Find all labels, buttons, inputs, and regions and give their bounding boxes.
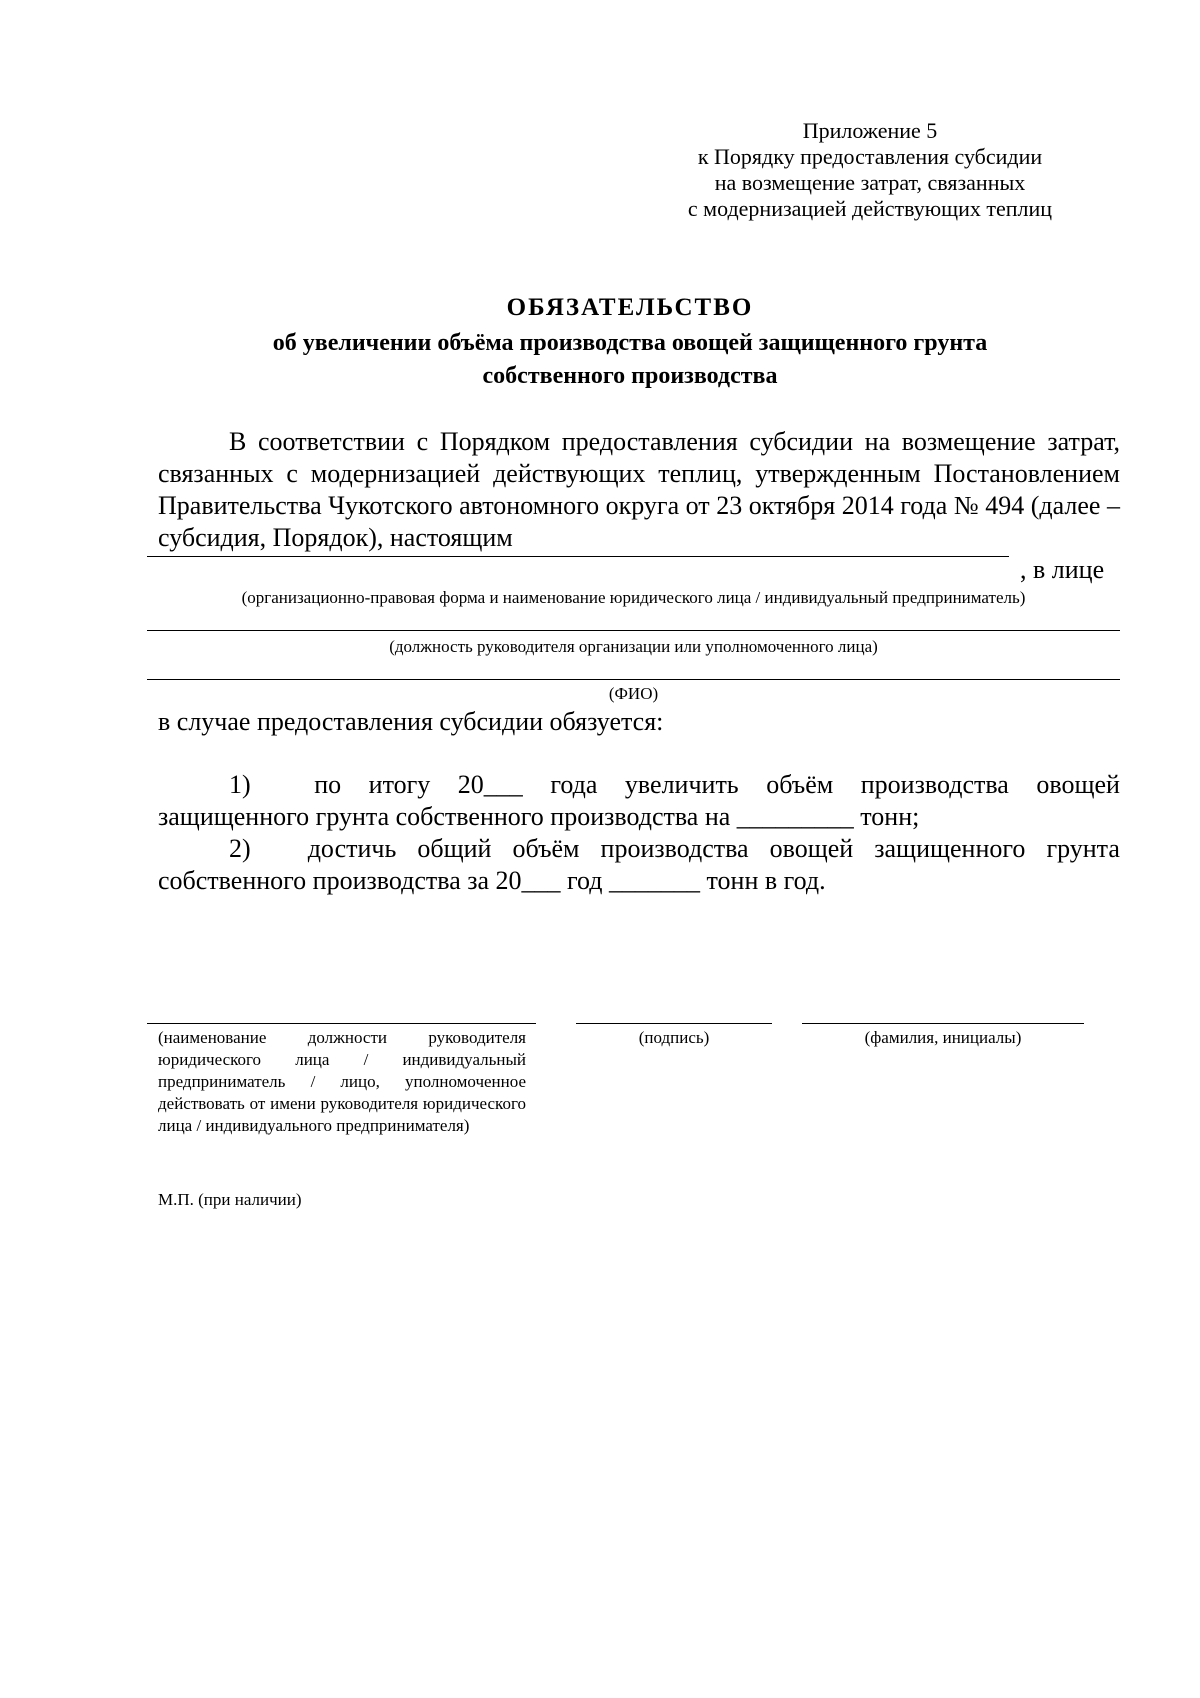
signature-caption: (подпись): [638, 1028, 710, 1047]
item-2-word: овощей: [769, 834, 854, 863]
obligation-item-1: [158, 769, 1120, 833]
obligation-intro: в случае предоставления субсидии обязуется:: [158, 707, 664, 736]
document-subtitle-line-1: об увеличении объёма производства овощей защищенного грунта: [272, 330, 988, 356]
fio-field[interactable]: [147, 679, 1120, 680]
item-1-word: производства: [860, 770, 1009, 799]
document-subtitle-line-2: собственного производства: [482, 363, 778, 389]
appendix-line-4: с модернизацией действующих теплиц: [687, 196, 1053, 221]
intro-paragraph: В соответствии с Порядком предоставления субсидии на возмещение затрат, связанных с модернизацией действующих теплиц, утвержденным Постановлением Правительства Чукотского автономного округа от 23 октября 2014 года № 494 (далее – субсидия, Порядок), настоящим: [158, 427, 1120, 552]
item-1-year-blank: 20___: [457, 770, 523, 799]
item-2-number: 2): [229, 834, 251, 863]
organization-name-field[interactable]: [147, 556, 1009, 557]
item-1-word: года: [550, 770, 598, 799]
item-2-word: общий: [417, 834, 492, 863]
position-caption: (должность руководителя организации или уполномоченного лица): [389, 637, 878, 656]
item-2-word: достичь: [307, 834, 397, 863]
position-signature-caption: (наименование должности руководителя юридического лица / индивидуальный предприниматель / лицо, уполномоченное действовать от имени руководителя юридического лица / индивидуального предпринимателя): [158, 1028, 526, 1135]
position-signature-field[interactable]: [147, 1023, 536, 1024]
position-field[interactable]: [147, 630, 1120, 631]
obligation-item-2: [158, 833, 1120, 897]
item-1-word: итогу: [368, 770, 431, 799]
appendix-line-2: к Порядку предоставления субсидии: [697, 144, 1043, 169]
item-2-word: защищенного: [874, 834, 1026, 863]
item-2-word: производства: [600, 834, 749, 863]
item-1-word: объём: [766, 770, 834, 799]
item-1-word: овощей: [1036, 770, 1120, 799]
name-initials-field[interactable]: [802, 1023, 1084, 1024]
fio-caption: (ФИО): [608, 684, 659, 703]
item-1-line-1: [158, 769, 1120, 801]
organization-caption: (организационно-правовая форма и наименование юридического лица / индивидуальный предприниматель): [241, 588, 1026, 607]
document-title: ОБЯЗАТЕЛЬСТВО: [506, 294, 754, 321]
item-2-word: грунта: [1046, 834, 1120, 863]
item-1-line-2: защищенного грунта собственного производства на _________ тонн;: [158, 802, 920, 831]
item-2-line-2: собственного производства за 20___ год _______ тонн в год.: [158, 866, 826, 895]
appendix-line-1: Приложение 5: [802, 118, 938, 143]
item-1-word: увеличить: [624, 770, 739, 799]
stamp-note: М.П. (при наличии): [158, 1190, 302, 1209]
item-1-word: по: [314, 770, 342, 799]
appendix-header: [640, 118, 1100, 222]
item-2-line-1: [158, 833, 1120, 865]
in-person-label: , в лице: [1020, 555, 1105, 584]
name-initials-caption: (фамилия, инициалы): [864, 1028, 1022, 1047]
appendix-line-3: на возмещение затрат, связанных: [714, 170, 1026, 195]
item-1-number: 1): [229, 770, 251, 799]
item-2-word: объём: [512, 834, 580, 863]
signature-field[interactable]: [576, 1023, 772, 1024]
